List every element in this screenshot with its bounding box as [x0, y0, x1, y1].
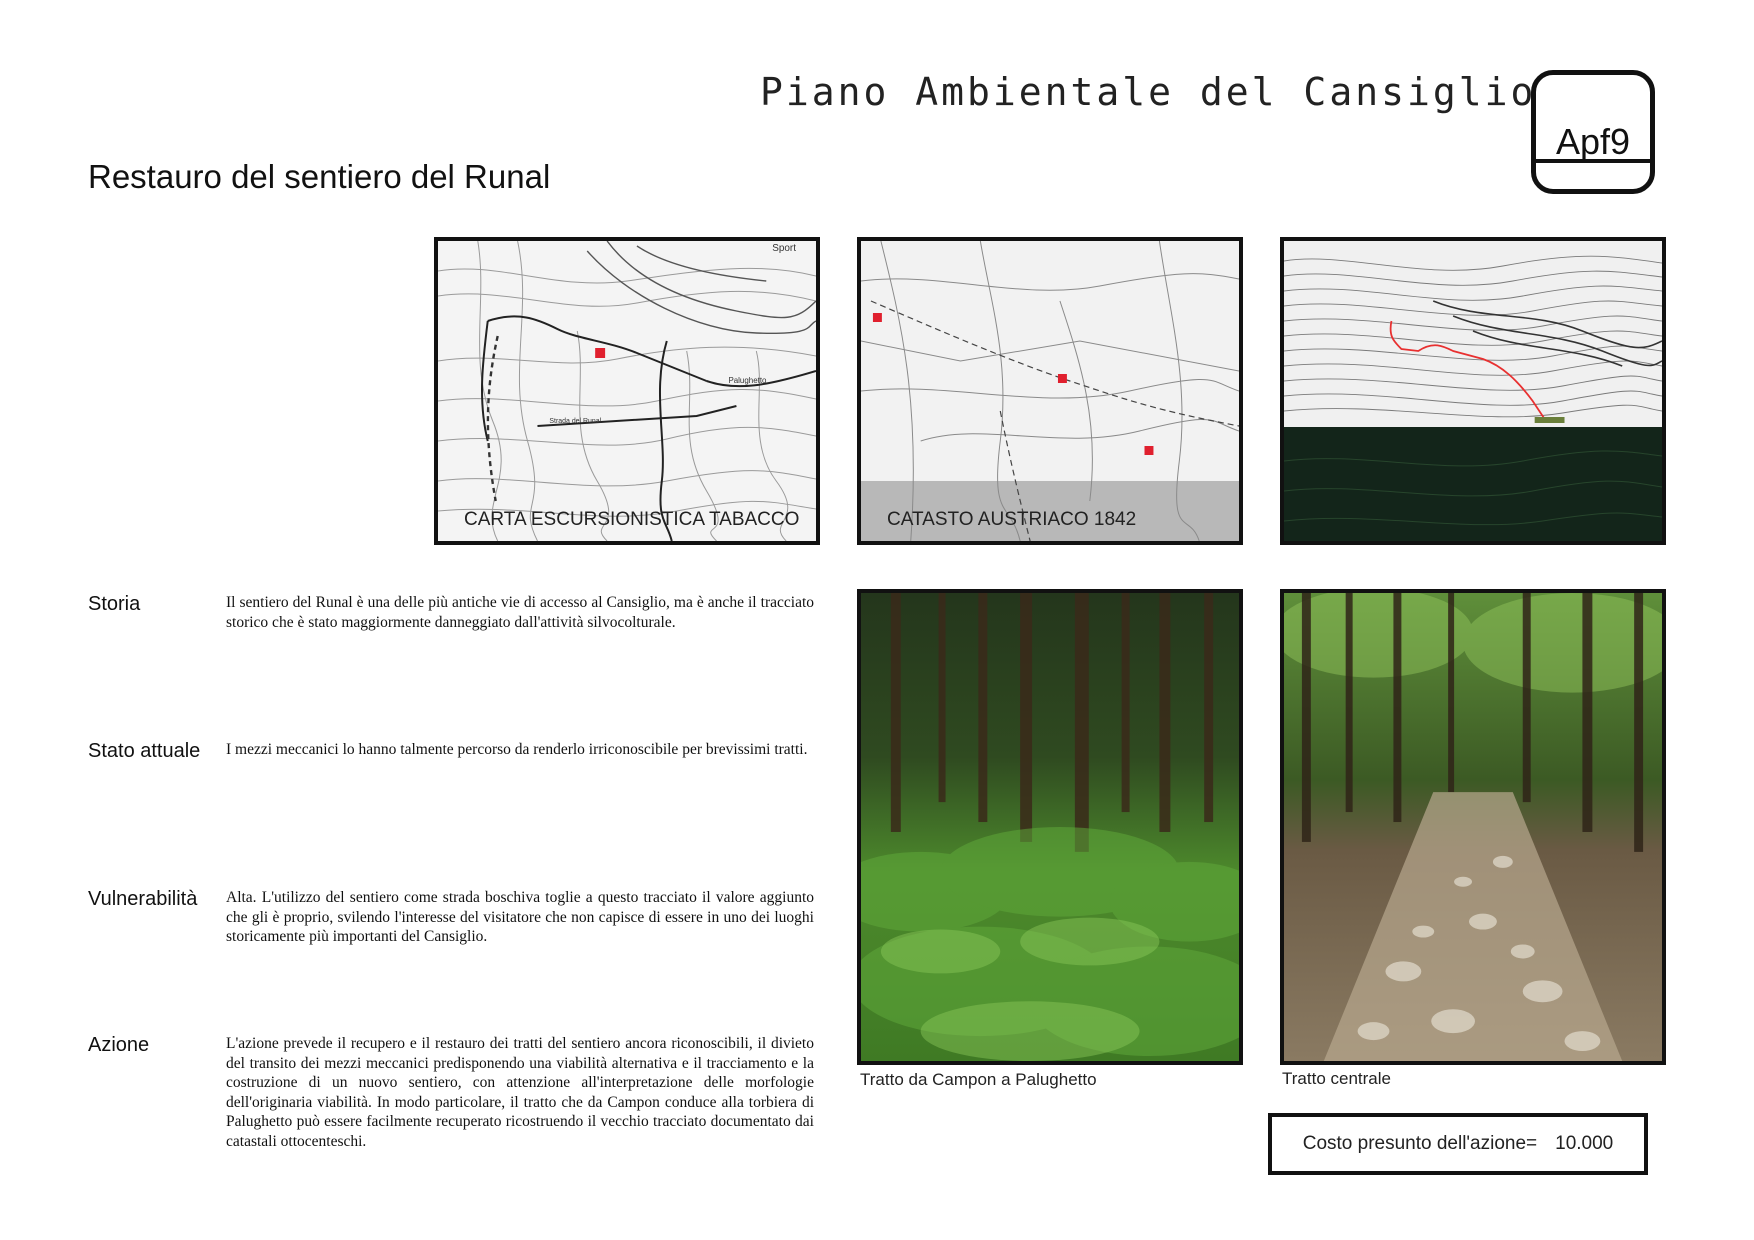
cost-value: 10.000: [1555, 1133, 1614, 1154]
map-catasto-drawing: [861, 241, 1239, 541]
map-tabacco: [434, 237, 820, 545]
map-contour-drawing: [1284, 241, 1662, 541]
page-title: Restauro del sentiero del Runal: [88, 158, 551, 195]
rocky-trail-photo: [1284, 593, 1662, 1061]
map-label-runal: Strada del Runal: [549, 417, 602, 426]
map-label-sport: Sport: [772, 242, 796, 255]
photo-centrale-caption: Tratto centrale: [1282, 1069, 1391, 1088]
cost-box: [1268, 1113, 1648, 1175]
section-text-vulnerabilita: Alta. L'utilizzo del sentiero come strada boschiva toglie a questo tracciato il valore aggiunto che gli è proprio, svilendo l'interesse del visitatore che non capisce di essere in uno dei luoghi storicamente più importanti del Cansiglio.: [226, 889, 814, 945]
section-text-stato-attuale: I mezzi meccanici lo hanno talmente percorso da renderlo irriconoscibile per brevissimi tratti.: [226, 741, 808, 758]
section-label-storia: Storia: [88, 593, 141, 615]
section-label-vulnerabilita: Vulnerabilità: [88, 888, 198, 910]
sheet-code-underline: [1536, 159, 1650, 163]
photo-campon-caption: Tratto da Campon a Palughetto: [860, 1070, 1097, 1089]
cost-label: Costo presunto dell'azione=: [1302, 1133, 1538, 1154]
forest-ferns-photo: [861, 593, 1239, 1061]
section-text-storia: Il sentiero del Runal è una delle più antiche vie di accesso al Cansiglio, ma è anche il tracciato storico che è stato maggiormente danneggiato dall'attività silvocolturale.: [226, 594, 814, 631]
photo-campon-palughetto: [857, 589, 1243, 1065]
map-contour-path: [1280, 237, 1666, 545]
section-label-stato-attuale: Stato attuale: [88, 740, 201, 762]
plan-title: Piano Ambientale del Cansiglio: [760, 70, 1537, 114]
sheet-code-box: [1531, 70, 1655, 194]
map-tabacco-drawing: [438, 241, 816, 541]
map-catasto: [857, 237, 1243, 545]
sheet-code: Apf9: [1555, 121, 1631, 162]
map-tabacco-caption: CARTA ESCURSIONISTICA TABACCO: [464, 509, 800, 530]
section-label-azione: Azione: [88, 1034, 150, 1056]
map-label-palughetto: Palughetto: [728, 375, 767, 386]
photo-tratto-centrale: [1280, 589, 1666, 1065]
map-catasto-caption: CATASTO AUSTRIACO 1842: [887, 509, 1137, 530]
section-text-azione: L'azione prevede il recupero e il restauro dei tratti del sentiero ancora riconoscibili, il divieto del transito dei mezzi meccanici predisponendo una viabilità alternativa e il tracciamento e la costruzione di un nuovo sentiero, con attenzione all'interpretazione delle morfologie dell'originaria viabilità. In modo particolare, il tratto che da Campon conduce alla torbiera di Palughetto può essere facilmente recuperato ricostruendo il vecchio tracciato documentato dai catastali ottocenteschi.: [226, 1035, 814, 1150]
